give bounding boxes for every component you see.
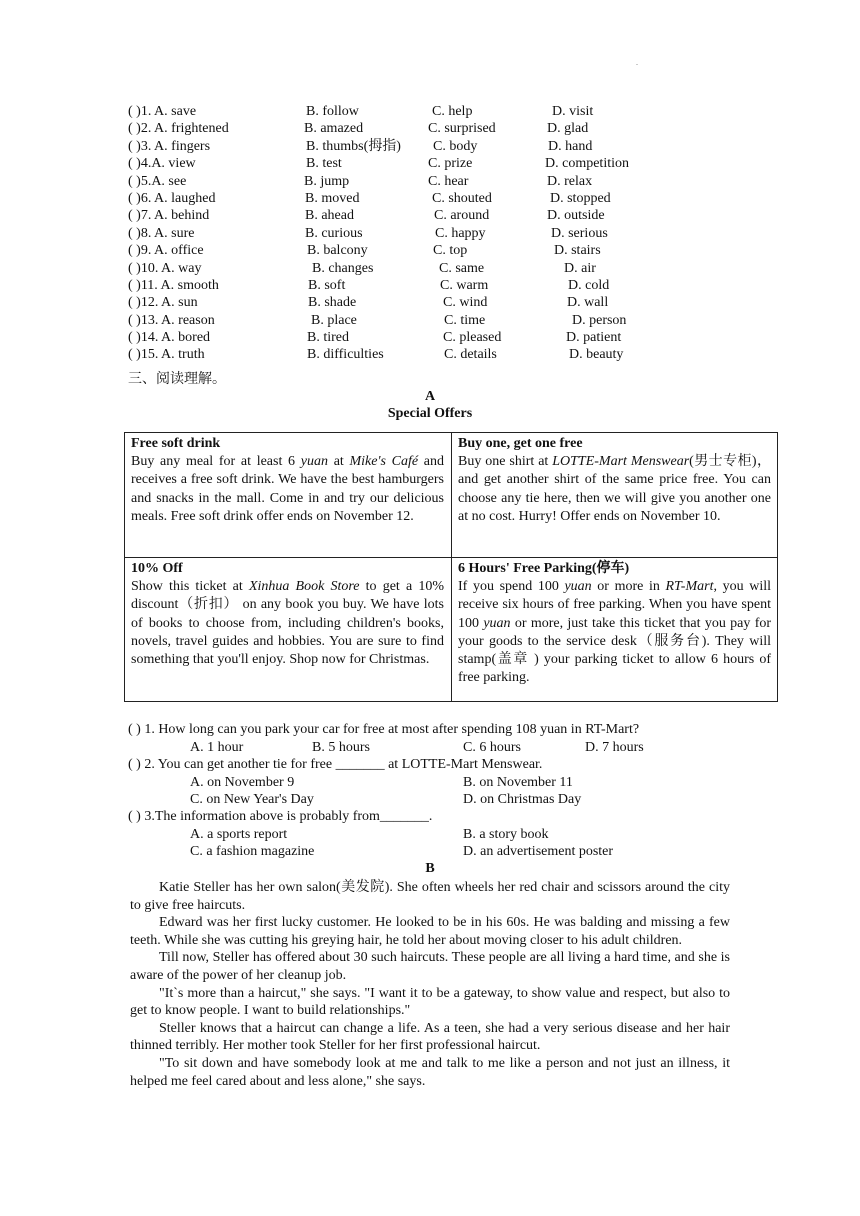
option-d: D. relax (547, 173, 593, 189)
offer-title: Buy one, get one free (458, 436, 583, 451)
question-number-and-option-a: ( )6. A. laughed (128, 190, 216, 206)
offer-text: If you spend 100 (458, 579, 565, 595)
option-c: C. shouted (432, 190, 492, 206)
option-a: A. on November 9 (190, 775, 295, 790)
offer-text: and receives a free soft drink. We have the best hamburgers and snacks in the mall. Come in and try our delicious meals. Free soft drink offer ends on November 12. (131, 454, 444, 524)
option-c: C. 6 hours (463, 740, 521, 755)
offer-text-italic: LOTTE-Mart Menswear (552, 454, 690, 470)
offers-title: Special Offers (387, 406, 473, 421)
option-b: B. soft (308, 277, 346, 293)
option-c: C. pleased (443, 330, 502, 346)
option-b: B. follow (306, 104, 359, 119)
offer-text: , you will receive six hours of free parking. When you have spent 100 (458, 579, 771, 631)
option-c: C. top (433, 243, 468, 259)
paragraph: Edward was her first lucky customer. He looked to be in his 60s. He was balding and missing a few teeth. While she was cutting his greying hair, he told her about moving closer to his adult children. (130, 915, 730, 948)
option-b: B. test (306, 156, 342, 172)
question-number-and-option-a: ( )13. A. reason (128, 312, 215, 328)
cloze-question-row (128, 120, 688, 137)
question-number-and-option-a: ( )11. A. smooth (128, 277, 219, 293)
offer-text-italic: yuan (483, 615, 511, 631)
cloze-question-row (128, 103, 688, 120)
cloze-question-row (128, 225, 688, 242)
question-number-and-option-a: ( )15. A. truth (128, 347, 205, 363)
question-number-and-option-a: ( )12. A. sun (128, 295, 198, 311)
option-b: B. 5 hours (312, 740, 370, 755)
passage-a-label: A (424, 389, 436, 404)
option-a: A. 1 hour (190, 740, 244, 755)
option-d: D. stopped (550, 190, 611, 206)
offer-text: Buy any meal for at least 6 (131, 454, 301, 470)
option-b: B. jump (304, 173, 350, 189)
passage-b-label: B (425, 861, 435, 876)
option-b: B. a story book (463, 827, 549, 842)
option-b: B. curious (305, 225, 363, 241)
option-d: D. an advertisement poster (463, 844, 614, 859)
cloze-question-row (128, 346, 688, 363)
option-b: B. place (311, 312, 357, 328)
offer-free-soft-drink (125, 433, 451, 557)
option-d: D. 7 hours (585, 740, 644, 755)
option-c: C. hear (428, 173, 469, 189)
cloze-question-row (128, 329, 688, 346)
option-c: C. body (433, 138, 478, 154)
paragraph: "It`s more than a haircut," she says. "I want it to be a gateway, to show value and respect, but also to get to know people. I want to build relationships." (130, 985, 730, 1019)
question-number-and-option-a: ( )10. A. way (128, 260, 202, 276)
cloze-question-row (128, 155, 688, 172)
offer-ten-percent-off (125, 558, 451, 702)
option-c: C. details (444, 347, 497, 363)
question-number-and-option-a: ( )14. A. bored (128, 330, 211, 346)
reading-question-1: ( ) 1. How long can you park your car for free at most after spending 108 yuan in RT-Mart? (128, 722, 640, 737)
cloze-question-row (128, 277, 688, 294)
cloze-question-row (128, 242, 688, 259)
offer-text: or more in (591, 579, 666, 595)
option-b: B. balcony (307, 243, 368, 259)
option-d: D. stairs (554, 243, 601, 259)
offer-text-italic: yuan (564, 579, 592, 595)
offer-title: 10% Off (131, 561, 183, 576)
offer-text: Buy one shirt at (458, 454, 553, 470)
option-c: C. a fashion magazine (190, 844, 315, 859)
option-b: B. tired (307, 330, 349, 346)
cloze-question-row (128, 138, 688, 155)
paragraph: "To sit down and have somebody look at me and talk to me like a person and not just an illness, it helped me feel cared about and less alone," she says. (130, 1055, 730, 1089)
option-b: B. moved (305, 190, 360, 206)
option-d: D. hand (548, 138, 593, 154)
option-b: B. thumbs(拇指) (306, 138, 401, 154)
option-d: D. beauty (569, 347, 624, 363)
option-d: D. person (572, 312, 627, 328)
section-title: 三、阅读理解。 (128, 371, 226, 387)
paragraph: Katie Steller has her own salon(美发院). She often wheels her red chair and scissors around the city to give free haircuts. (130, 880, 730, 913)
option-b: B. shade (308, 295, 357, 311)
cloze-question-row (128, 190, 688, 207)
passage-b (130, 879, 730, 1090)
offer-text: or more, just take this ticket that you pay for your goods to the service desk（服务台). They will stamp(盖章 ) your parking ticket to allow 6 hours of free parking. (458, 615, 772, 686)
offer-text-italic: yuan (300, 454, 328, 470)
question-number-and-option-a: ( )5.A. see (128, 173, 187, 189)
option-c: C. prize (428, 156, 473, 172)
cloze-question-row (128, 207, 688, 224)
option-c: C. same (439, 260, 485, 276)
cloze-question-row (128, 294, 688, 311)
option-d: D. serious (551, 225, 608, 241)
offer-text-italic: Mike's Café (349, 454, 419, 470)
paragraph: Till now, Steller has offered about 30 such haircuts. These people are all living a hard time, and she is aware of the power of her cleanup job. (130, 950, 730, 983)
question-number-and-option-a: ( )7. A. behind (128, 208, 210, 224)
option-d: D. wall (567, 295, 609, 311)
option-c: C. wind (443, 295, 488, 311)
offer-text-italic: RT-Mart (665, 579, 714, 595)
header-dot: . (636, 58, 638, 67)
option-d: D. glad (547, 121, 589, 137)
cloze-question-row (128, 260, 688, 277)
option-c: C. happy (435, 225, 486, 241)
option-d: D. patient (566, 330, 622, 346)
offer-free-parking (452, 558, 778, 702)
cloze-question-row (128, 312, 688, 329)
option-d: D. air (564, 260, 596, 276)
offer-title: 6 Hours' Free Parking(停车) (458, 561, 630, 576)
reading-question-2: ( ) 2. You can get another tie for free _______ at LOTTE-Mart Menswear. (128, 757, 543, 772)
offer-text: at (327, 454, 350, 470)
option-a: A. a sports report (190, 827, 288, 842)
option-c: C. time (444, 312, 486, 328)
option-b: B. changes (312, 260, 374, 276)
question-number-and-option-a: ( )1. A. save (128, 104, 197, 119)
offer-text: to get a 10% discount（折扣） on any book you buy. We have lots of books to choose from, including children's books, novels, travel guides and hobbies. You are sure to find something that you'll enjoy. Shop now for Christmas. (131, 579, 445, 668)
option-c: C. warm (440, 277, 489, 293)
offers-table (124, 432, 778, 702)
question-number-and-option-a: ( )8. A. sure (128, 225, 195, 241)
offer-text: Show this ticket at (131, 579, 249, 595)
question-number-and-option-a: ( )2. A. frightened (128, 121, 229, 137)
option-b: B. amazed (304, 121, 364, 137)
question-number-and-option-a: ( )9. A. office (128, 243, 204, 259)
question-number-and-option-a: ( )3. A. fingers (128, 138, 211, 154)
offer-text-italic: Xinhua Book Store (248, 579, 360, 595)
option-c: C. help (432, 104, 473, 119)
reading-question-3: ( ) 3.The information above is probably from_______. (128, 809, 433, 824)
option-d: D. outside (547, 208, 605, 224)
option-d: D. cold (568, 277, 610, 293)
option-d: D. on Christmas Day (463, 792, 582, 807)
question-number-and-option-a: ( )4.A. view (128, 156, 196, 172)
offer-text: (男士专柜)，and get another shirt of the same price free. You can choose any tie here, then we will give you another one at no cost. Hurry! Offer ends on November 10. (458, 454, 772, 524)
option-c: C. around (434, 208, 490, 224)
paragraph: Steller knows that a haircut can change a life. As a teen, she had a very serious disease and her hair thinned terribly. Her mother took Steller for her first professional haircut. (130, 1020, 730, 1054)
option-c: C. surprised (428, 121, 496, 137)
option-d: D. visit (552, 104, 594, 119)
option-b: B. ahead (305, 208, 354, 224)
option-b: B. difficulties (307, 347, 384, 363)
option-b: B. on November 11 (463, 775, 573, 790)
offer-buy-one-get-one (452, 433, 778, 557)
cloze-question-row (128, 173, 688, 190)
cloze-options-list (128, 103, 688, 364)
option-c: C. on New Year's Day (190, 792, 314, 807)
option-d: D. competition (545, 156, 629, 172)
offer-title: Free soft drink (131, 436, 221, 451)
